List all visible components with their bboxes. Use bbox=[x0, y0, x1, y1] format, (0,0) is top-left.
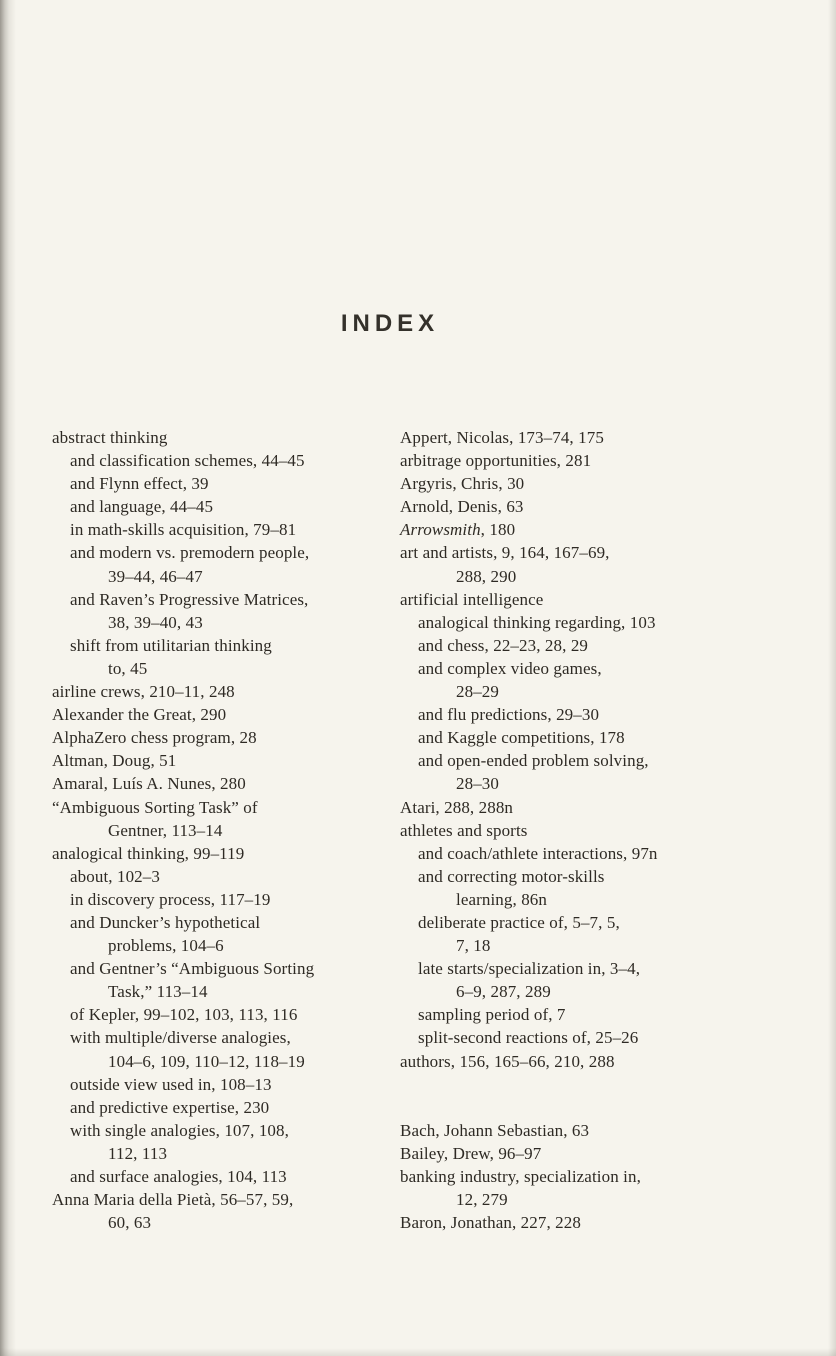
index-entry: Baron, Jonathan, 227, 228 bbox=[400, 1213, 581, 1232]
index-subentry: shift from utilitarian thinking bbox=[70, 635, 272, 655]
index-columns bbox=[52, 426, 784, 1234]
index-subentry: and Raven’s Progressive Matrices, bbox=[70, 589, 309, 609]
index-subentry: and language, 44–45 bbox=[70, 497, 214, 517]
index-subentry: about, 102–3 bbox=[70, 866, 160, 886]
index-entry: arbitrage opportunities, 281 bbox=[400, 451, 592, 471]
index-subentry: and Duncker’s hypothetical bbox=[70, 912, 261, 932]
index-continuation-line: Task,” 113–14 bbox=[108, 982, 208, 1002]
index-entry: Alexander the Great, 290 bbox=[52, 705, 227, 725]
index-entry: abstract thinking bbox=[52, 428, 168, 447]
index-continuation-line: 28–30 bbox=[456, 774, 499, 794]
index-entry: athletes and sports bbox=[400, 820, 528, 840]
index-subentry: in math-skills acquisition, 79–81 bbox=[70, 520, 297, 540]
index-entry: Arrowsmith, 180 bbox=[400, 520, 516, 540]
index-subentry: outside view used in, 108–13 bbox=[70, 1074, 272, 1094]
index-entry: Amaral, Luís A. Nunes, 280 bbox=[52, 774, 246, 794]
index-subentry: of Kepler, 99–102, 103, 113, 116 bbox=[70, 1005, 298, 1025]
page-bottom-edge-shadow bbox=[0, 1348, 836, 1356]
index-subentry: and coach/athlete interactions, 97n bbox=[418, 843, 658, 863]
index-entry: artificial intelligence bbox=[400, 589, 544, 609]
index-entry: Bach, Johann Sebastian, 63 bbox=[400, 1120, 590, 1140]
page-right-edge-shadow bbox=[828, 0, 836, 1356]
index-column-left bbox=[52, 426, 400, 1234]
index-subentry: split-second reactions of, 25–26 bbox=[418, 1028, 639, 1048]
index-continuation-line: to, 45 bbox=[108, 658, 148, 678]
index-subentry: and Gentner’s “Ambiguous Sorting bbox=[70, 959, 315, 979]
alphabetical-section-gap bbox=[400, 1073, 784, 1119]
index-continuation-line: 288, 290 bbox=[456, 566, 517, 586]
index-entry: Bailey, Drew, 96–97 bbox=[400, 1143, 542, 1163]
index-entry: Arnold, Denis, 63 bbox=[400, 497, 524, 517]
index-continuation-line: 38, 39–40, 43 bbox=[108, 612, 203, 632]
index-continuation-line: 28–29 bbox=[456, 682, 499, 702]
index-subentry: in discovery process, 117–19 bbox=[70, 889, 271, 909]
index-continuation-line: problems, 104–6 bbox=[108, 936, 224, 956]
index-entry: banking industry, specialization in, bbox=[400, 1166, 641, 1186]
index-subentry: and complex video games, bbox=[418, 658, 602, 678]
index-subentry: and classification schemes, 44–45 bbox=[70, 451, 305, 471]
index-continuation-line: Gentner, 113–14 bbox=[108, 820, 223, 840]
index-entry: Anna Maria della Pietà, 56–57, 59, bbox=[52, 1190, 294, 1210]
index-entry: Altman, Doug, 51 bbox=[52, 751, 177, 771]
index-subentry: deliberate practice of, 5–7, 5, bbox=[418, 912, 620, 932]
index-subentry: and correcting motor-skills bbox=[418, 866, 605, 886]
index-continuation-line: 104–6, 109, 110–12, 118–19 bbox=[108, 1051, 305, 1071]
index-subentry: and Kaggle competitions, 178 bbox=[418, 728, 625, 748]
index-entry: authors, 156, 165–66, 210, 288 bbox=[400, 1051, 615, 1071]
index-entry: analogical thinking, 99–119 bbox=[52, 843, 245, 863]
index-subentry: and chess, 22–23, 28, 29 bbox=[418, 635, 589, 655]
page-title: INDEX bbox=[340, 310, 440, 337]
index-subentry: late starts/specialization in, 3–4, bbox=[418, 959, 641, 979]
index-subentry: with single analogies, 107, 108, bbox=[70, 1120, 289, 1140]
index-subentry: and Flynn effect, 39 bbox=[70, 474, 209, 494]
index-entry: AlphaZero chess program, 28 bbox=[52, 728, 257, 748]
index-subentry: and open-ended problem solving, bbox=[418, 751, 649, 771]
index-continuation-line: learning, 86n bbox=[456, 889, 547, 909]
index-entry: art and artists, 9, 164, 167–69, bbox=[400, 543, 610, 563]
index-subentry: and flu predictions, 29–30 bbox=[418, 705, 600, 725]
index-continuation-line: 7, 18 bbox=[456, 936, 491, 956]
index-entry: “Ambiguous Sorting Task” of bbox=[52, 797, 258, 817]
page-gutter-shadow bbox=[0, 0, 16, 1356]
index-continuation-line: 12, 279 bbox=[456, 1189, 508, 1209]
index-subentry: sampling period of, 7 bbox=[418, 1005, 566, 1025]
index-continuation-line: 6–9, 287, 289 bbox=[456, 982, 551, 1002]
index-continuation-line: 39–44, 46–47 bbox=[108, 566, 203, 586]
index-continuation-line: 112, 113 bbox=[108, 1143, 168, 1163]
index-column-right bbox=[400, 426, 784, 1234]
index-entry: airline crews, 210–11, 248 bbox=[52, 682, 235, 702]
index-continuation-line: 60, 63 bbox=[108, 1213, 152, 1233]
index-subentry: and surface analogies, 104, 113 bbox=[70, 1167, 287, 1186]
index-entry: Appert, Nicolas, 173–74, 175 bbox=[400, 428, 604, 447]
index-subentry: and modern vs. premodern people, bbox=[70, 543, 310, 563]
index-subentry: analogical thinking regarding, 103 bbox=[418, 612, 656, 632]
index-subentry: and predictive expertise, 230 bbox=[70, 1097, 270, 1117]
index-entry: Argyris, Chris, 30 bbox=[400, 474, 525, 494]
index-entry: Atari, 288, 288n bbox=[400, 797, 514, 817]
index-subentry: with multiple/diverse analogies, bbox=[70, 1028, 291, 1048]
